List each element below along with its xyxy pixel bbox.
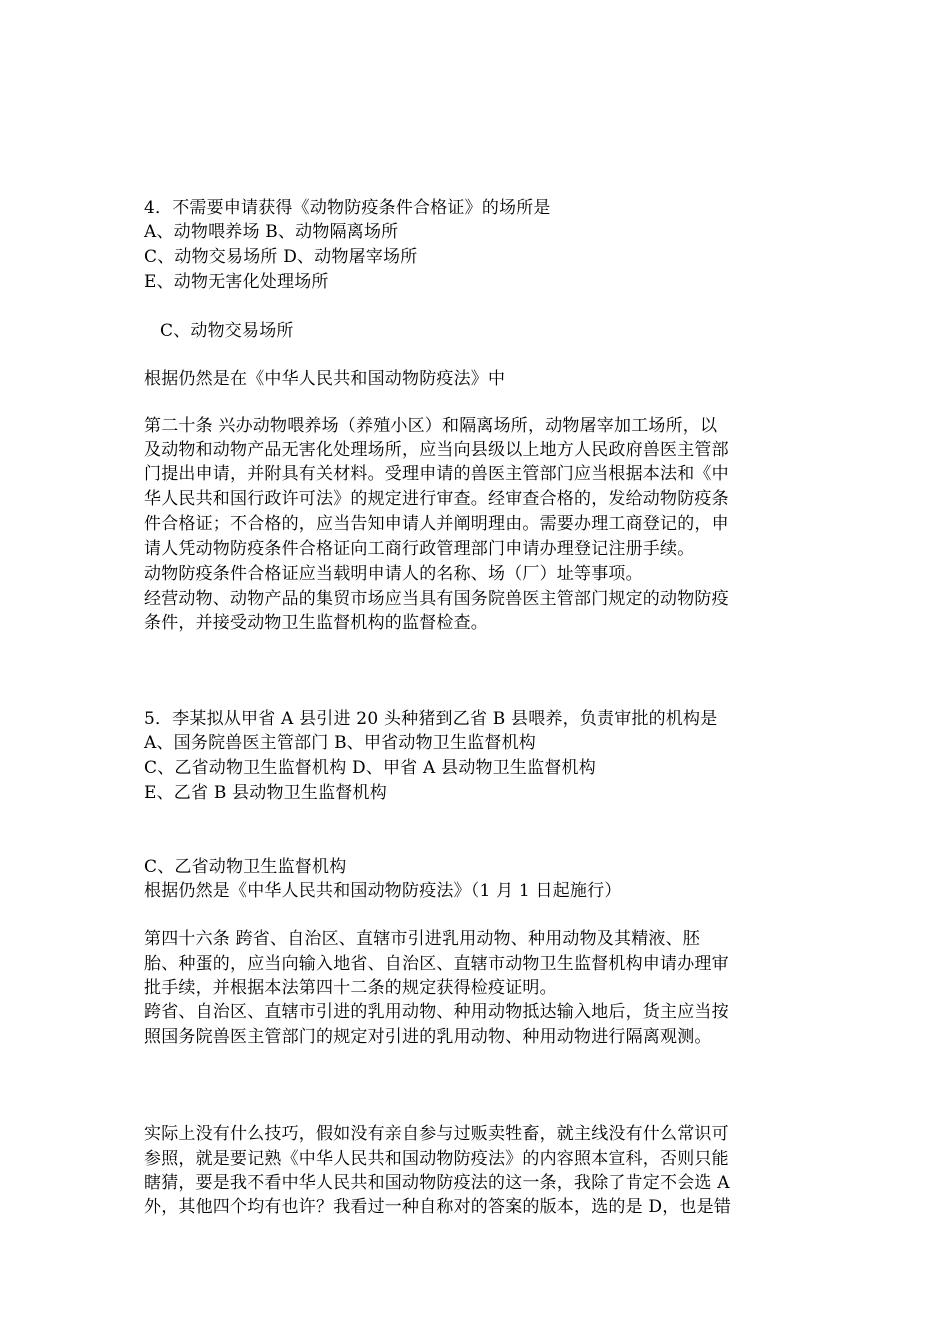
q4-article-line: 及动物和动物产品无害化处理场所，应当向县级以上地方人民政府兽医主管部 [144, 440, 729, 460]
q4-article-line: 华人民共和国行政许可法》的规定进行审查。经审查合格的，发给动物防疫条 [144, 489, 729, 509]
q5-option-e: E、乙省 B 县动物卫生监督机构 [144, 783, 387, 803]
q4-article-line: 请人凭动物防疫条件合格证向工商行政管理部门申请办理登记注册手续。 [144, 539, 695, 559]
q4-article-line: 件合格证；不合格的，应当告知申请人并阐明理由。需要办理工商登记的，申 [144, 514, 729, 534]
q5-option-cd: C、乙省动物卫生监督机构 D、甲省 A 县动物卫生监督机构 [144, 758, 596, 778]
q4-article-line: 条件，并接受动物卫生监督机构的监督检查。 [144, 613, 488, 633]
q5-question: 5．李某拟从甲省 A 县引进 20 头种猪到乙省 B 县喂养，负责审批的机构是 [144, 709, 718, 729]
q4-option-ab: A、动物喂养场 B、动物隔离场所 [144, 222, 399, 242]
q4-option-cd: C、动物交易场所 D、动物屠宰场所 [144, 247, 418, 267]
q4-article-line: 经营动物、动物产品的集贸市场应当具有国务院兽医主管部门规定的动物防疫 [144, 589, 729, 609]
q4-option-e: E、动物无害化处理场所 [144, 272, 329, 292]
q5-option-ab: A、国务院兽医主管部门 B、甲省动物卫生监督机构 [144, 733, 536, 753]
q5-article-line: 胎、种蛋的，应当向输入地省、自治区、直辖市动物卫生监督机构申请办理审 [144, 954, 729, 974]
q5-article-line: 跨省、自治区、直辖市引进的乳用动物、种用动物抵达输入地后，货主应当按 [144, 1002, 729, 1022]
q4-article-line: 动物防疫条件合格证应当载明申请人的名称、场（厂）址等事项。 [144, 564, 643, 584]
q4-article-line: 第二十条 兴办动物喂养场（养殖小区）和隔离场所，动物屠宰加工场所，以 [144, 416, 718, 436]
commentary-line: 外，其他四个均有也许？我看过一种自称对的答案的版本，选的是 D，也是错 [144, 1197, 732, 1217]
q5-basis: 根据仍然是《中华人民共和国动物防疫法》（1 月 1 日起施行） [144, 881, 622, 901]
commentary-line: 实际上没有什么技巧，假如没有亲自参与过贩卖牲畜，就主线没有什么常识可 [144, 1124, 729, 1144]
q4-question: 4．不需要申请获得《动物防疫条件合格证》的场所是 [144, 198, 551, 218]
commentary-line: 参照，就是要记熟《中华人民共和国动物防疫法》的内容照本宣科，否则只能 [144, 1149, 729, 1169]
q5-article-line: 第四十六条 跨省、自治区、直辖市引进乳用动物、种用动物及其精液、胚 [144, 929, 701, 949]
commentary-line: 瞎猜，要是我不看中华人民共和国动物防疫法的这一条，我除了肯定不会选 A [144, 1173, 730, 1193]
q4-article-line: 门提出申请，并附具有关材料。受理申请的兽医主管部门应当根据本法和《中 [144, 464, 729, 484]
q5-answer: C、乙省动物卫生监督机构 [144, 857, 347, 877]
q5-article-line: 照国务院兽医主管部门的规定对引进的乳用动物、种用动物进行隔离观测。 [144, 1027, 712, 1047]
q4-basis: 根据仍然是在《中华人民共和国动物防疫法》中 [144, 369, 506, 389]
q5-article-line: 批手续，并根据本法第四十二条的规定获得检疫证明。 [144, 978, 557, 998]
q4-answer: C、动物交易场所 [160, 321, 294, 341]
